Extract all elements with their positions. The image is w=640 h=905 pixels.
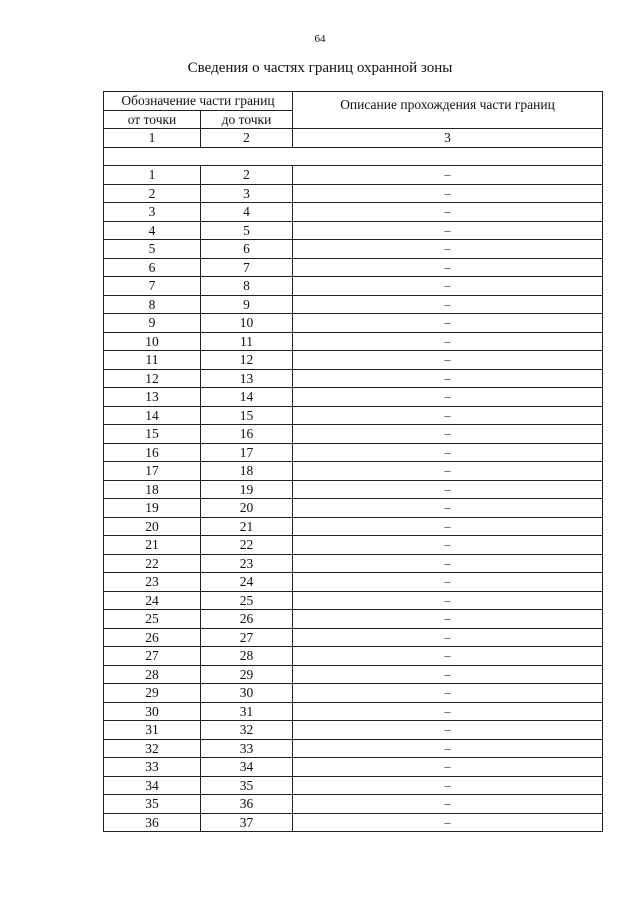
cell-description: – — [293, 758, 603, 777]
table-row — [104, 517, 603, 536]
cell-from: 14 — [104, 406, 201, 425]
cell-from: 5 — [104, 240, 201, 259]
cell-to: 6 — [201, 240, 293, 259]
cell-description: – — [293, 406, 603, 425]
table-row — [104, 647, 603, 666]
cell-description: – — [293, 166, 603, 185]
cell-description: – — [293, 351, 603, 370]
page-title: Сведения о частях границ охранной зоны — [187, 60, 453, 76]
cell-from: 19 — [104, 499, 201, 518]
cell-from: 20 — [104, 517, 201, 536]
table-row — [104, 684, 603, 703]
table-row — [104, 665, 603, 684]
table-row — [104, 443, 603, 462]
empty-section-cell — [104, 147, 603, 166]
cell-description: – — [293, 314, 603, 333]
header-group: Обозначение части границ — [104, 92, 293, 111]
cell-to: 28 — [201, 647, 293, 666]
cell-description: – — [293, 203, 603, 222]
cell-to: 27 — [201, 628, 293, 647]
cell-description: – — [293, 554, 603, 573]
cell-description: – — [293, 721, 603, 740]
header-description: Описание прохождения части границ — [293, 92, 603, 129]
table-row — [104, 388, 603, 407]
table-row — [104, 314, 603, 333]
cell-to: 7 — [201, 258, 293, 277]
cell-from: 23 — [104, 573, 201, 592]
cell-to: 5 — [201, 221, 293, 240]
table-row — [104, 221, 603, 240]
table-row — [104, 295, 603, 314]
cell-from: 13 — [104, 388, 201, 407]
cell-to: 34 — [201, 758, 293, 777]
cell-from: 10 — [104, 332, 201, 351]
cell-from: 32 — [104, 739, 201, 758]
cell-description: – — [293, 425, 603, 444]
cell-to: 26 — [201, 610, 293, 629]
table-row — [104, 203, 603, 222]
cell-to: 17 — [201, 443, 293, 462]
table-row — [104, 499, 603, 518]
cell-from: 2 — [104, 184, 201, 203]
table-row — [104, 536, 603, 555]
cell-to: 18 — [201, 462, 293, 481]
cell-to: 25 — [201, 591, 293, 610]
table-row — [104, 813, 603, 832]
cell-from: 7 — [104, 277, 201, 296]
cell-from: 35 — [104, 795, 201, 814]
table-row — [104, 406, 603, 425]
cell-from: 30 — [104, 702, 201, 721]
header-to: до точки — [201, 110, 293, 129]
cell-from: 8 — [104, 295, 201, 314]
table-row — [104, 739, 603, 758]
cell-description: – — [293, 499, 603, 518]
cell-description: – — [293, 240, 603, 259]
table-row — [104, 332, 603, 351]
cell-description: – — [293, 647, 603, 666]
cell-to: 35 — [201, 776, 293, 795]
cell-to: 21 — [201, 517, 293, 536]
table-row — [104, 573, 603, 592]
cell-to: 16 — [201, 425, 293, 444]
table-row — [104, 240, 603, 259]
cell-from: 18 — [104, 480, 201, 499]
table-row — [104, 166, 603, 185]
cell-description: – — [293, 295, 603, 314]
cell-description: – — [293, 610, 603, 629]
cell-to: 3 — [201, 184, 293, 203]
cell-from: 24 — [104, 591, 201, 610]
cell-description: – — [293, 517, 603, 536]
cell-description: – — [293, 702, 603, 721]
cell-from: 27 — [104, 647, 201, 666]
cell-description: – — [293, 795, 603, 814]
cell-to: 33 — [201, 739, 293, 758]
table-row — [104, 702, 603, 721]
page-number: 64 — [314, 33, 326, 45]
cell-from: 4 — [104, 221, 201, 240]
table-row — [104, 795, 603, 814]
table-row — [104, 369, 603, 388]
cell-description: – — [293, 221, 603, 240]
cell-to: 36 — [201, 795, 293, 814]
column-number-2: 2 — [201, 129, 293, 148]
cell-to: 29 — [201, 665, 293, 684]
cell-from: 34 — [104, 776, 201, 795]
table-row — [104, 462, 603, 481]
cell-to: 8 — [201, 277, 293, 296]
cell-to: 10 — [201, 314, 293, 333]
cell-description: – — [293, 462, 603, 481]
cell-to: 24 — [201, 573, 293, 592]
cell-to: 31 — [201, 702, 293, 721]
column-number-3: 3 — [293, 129, 603, 148]
table-row — [104, 591, 603, 610]
cell-description: – — [293, 628, 603, 647]
table-row — [104, 776, 603, 795]
cell-from: 9 — [104, 314, 201, 333]
cell-to: 15 — [201, 406, 293, 425]
cell-to: 11 — [201, 332, 293, 351]
cell-from: 33 — [104, 758, 201, 777]
cell-to: 9 — [201, 295, 293, 314]
table-row — [104, 258, 603, 277]
header-row — [104, 92, 603, 111]
cell-description: – — [293, 258, 603, 277]
cell-to: 32 — [201, 721, 293, 740]
cell-from: 22 — [104, 554, 201, 573]
cell-from: 31 — [104, 721, 201, 740]
cell-from: 17 — [104, 462, 201, 481]
cell-to: 22 — [201, 536, 293, 555]
cell-description: – — [293, 684, 603, 703]
cell-from: 1 — [104, 166, 201, 185]
column-number-1: 1 — [104, 129, 201, 148]
column-number-row — [104, 129, 603, 148]
cell-from: 12 — [104, 369, 201, 388]
cell-to: 2 — [201, 166, 293, 185]
cell-description: – — [293, 665, 603, 684]
table-row — [104, 425, 603, 444]
cell-description: – — [293, 739, 603, 758]
cell-from: 11 — [104, 351, 201, 370]
table-row — [104, 277, 603, 296]
cell-to: 4 — [201, 203, 293, 222]
table-row — [104, 480, 603, 499]
cell-description: – — [293, 184, 603, 203]
cell-from: 25 — [104, 610, 201, 629]
cell-description: – — [293, 480, 603, 499]
cell-to: 19 — [201, 480, 293, 499]
cell-from: 3 — [104, 203, 201, 222]
table-row — [104, 610, 603, 629]
cell-from: 36 — [104, 813, 201, 832]
cell-to: 30 — [201, 684, 293, 703]
cell-description: – — [293, 443, 603, 462]
cell-to: 23 — [201, 554, 293, 573]
cell-to: 37 — [201, 813, 293, 832]
cell-description: – — [293, 277, 603, 296]
cell-description: – — [293, 573, 603, 592]
cell-description: – — [293, 369, 603, 388]
cell-description: – — [293, 591, 603, 610]
cell-description: – — [293, 536, 603, 555]
cell-description: – — [293, 776, 603, 795]
table-row — [104, 351, 603, 370]
cell-from: 28 — [104, 665, 201, 684]
cell-description: – — [293, 388, 603, 407]
cell-description: – — [293, 813, 603, 832]
table-row — [104, 628, 603, 647]
cell-from: 21 — [104, 536, 201, 555]
cell-from: 29 — [104, 684, 201, 703]
boundary-parts-table — [103, 91, 603, 832]
cell-description: – — [293, 332, 603, 351]
table-row — [104, 184, 603, 203]
cell-to: 14 — [201, 388, 293, 407]
cell-from: 26 — [104, 628, 201, 647]
table-row — [104, 554, 603, 573]
cell-to: 12 — [201, 351, 293, 370]
cell-from: 16 — [104, 443, 201, 462]
table-row — [104, 758, 603, 777]
cell-from: 6 — [104, 258, 201, 277]
cell-to: 13 — [201, 369, 293, 388]
table-row — [104, 721, 603, 740]
empty-section-row — [104, 147, 603, 166]
cell-from: 15 — [104, 425, 201, 444]
header-from: от точки — [104, 110, 201, 129]
cell-to: 20 — [201, 499, 293, 518]
